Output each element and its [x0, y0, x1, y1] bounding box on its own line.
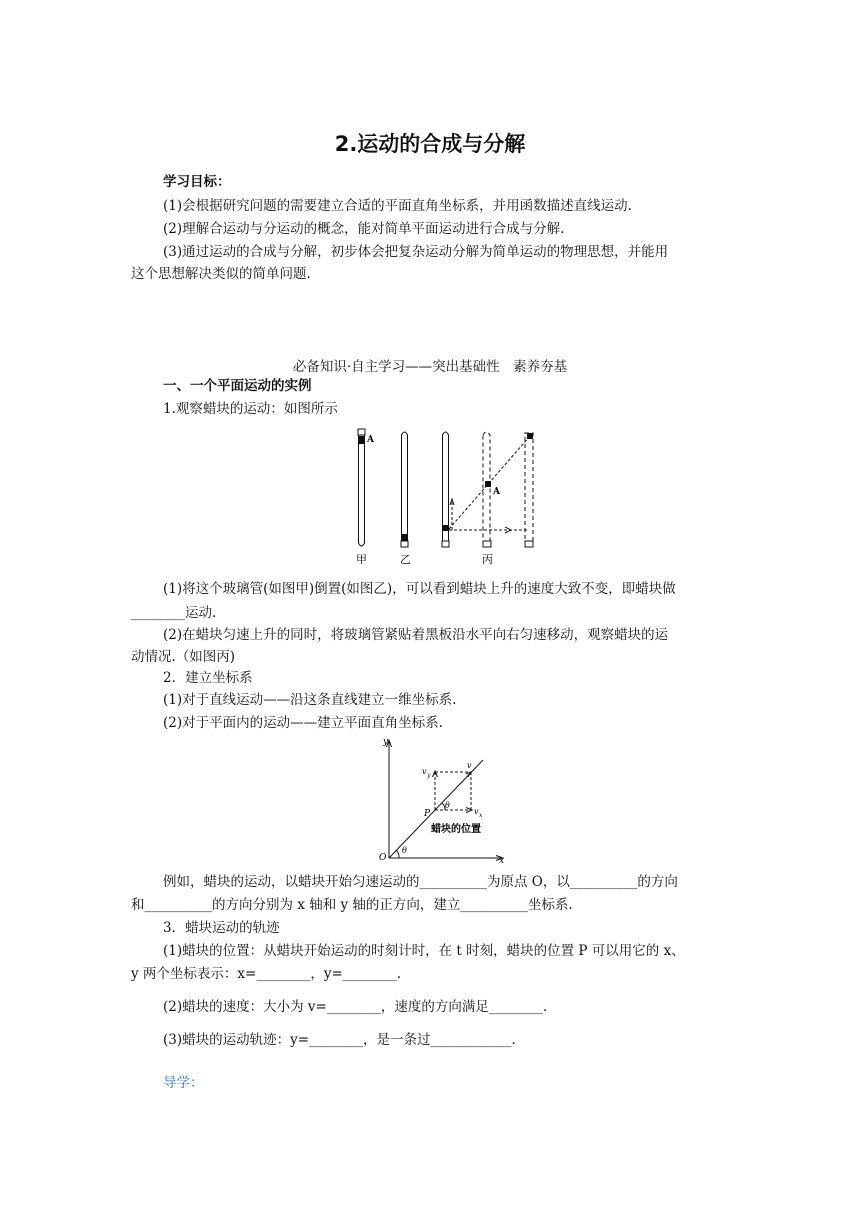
vx-label: v: [474, 807, 479, 816]
figure-caption: 蜡块的位置: [431, 824, 481, 835]
x-label: x: [499, 856, 505, 866]
coordinate-figure: [375, 736, 515, 866]
dashed-tube-right: [525, 433, 533, 541]
caption-jia: 甲: [356, 553, 367, 566]
wax-block-jia: [359, 436, 365, 444]
tube-figure: [345, 425, 545, 570]
item3-c: (3)蜡块的运动轨迹：y=________，是一条过____________.: [163, 1032, 516, 1048]
example-line1: 例如，蜡块的运动，以蜡块开始匀速运动的__________为原点 O，以__________的方向: [163, 874, 678, 890]
para1-line1: (1)将这个玻璃管(如图甲)倒置(如图乙)，可以看到蜡块上升的速度大致不变，即蜡块做: [163, 581, 676, 597]
item2-b: (2)对于平面内的运动——建立平面直角坐标系.: [163, 715, 443, 731]
vy-label: v: [422, 767, 427, 776]
theta-label-1: θ: [402, 846, 407, 855]
p-label: P: [424, 809, 431, 819]
item2-a: (1)对于直线运动——沿这条直线建立一维坐标系.: [163, 692, 457, 708]
objectives-heading: 学习目标：: [163, 174, 231, 190]
item3-a-line2: y 两个坐标表示：x=________，y=________.: [131, 966, 402, 982]
dashed-tube-mid-base: [483, 541, 491, 547]
page-title: 2.运动的合成与分解: [334, 132, 526, 156]
caption-yi: 乙: [400, 553, 411, 566]
objective-3-cont: 这个思想解决类似的简单问题.: [131, 266, 311, 282]
dashed-tube-right-base: [525, 541, 533, 547]
part1-heading: 一、一个平面运动的实例: [163, 378, 312, 394]
objective-1: (1)会根据研究问题的需要建立合适的平面直角坐标系，并用函数描述直线运动.: [163, 198, 632, 214]
item3-a-line1: (1)蜡块的位置：从蜡块开始运动的时刻计时，在 t 时刻，蜡块的位置 P 可以用它的 x、: [163, 943, 685, 959]
item3-text: 3．蜡块运动的轨迹: [163, 920, 280, 936]
para2-line1: (2)在蜡块匀速上升的同时，将玻璃管紧贴着黑板沿水平向右匀速移动，观察蜡块的运: [163, 627, 669, 643]
label-a1: A: [367, 435, 374, 445]
item3-b: (2)蜡块的速度：大小为 v=________，速度的方向满足________.: [163, 999, 548, 1015]
para2-line2: 动情况.（如图丙): [131, 649, 236, 665]
v-label: v: [467, 761, 472, 770]
guide-label: 导学：: [163, 1075, 204, 1091]
tube-yi: [401, 432, 408, 547]
section-header: 必备知识·自主学习——突出基础性 素养夯基: [292, 359, 568, 375]
tube-jia: [358, 429, 365, 546]
objective-2: (2)理解合运动与分运动的概念，能对简单平面运动进行合成与分解.: [163, 221, 565, 237]
wax-block-bing-start: [443, 525, 449, 531]
item1-text: 1.观察蜡块的运动：如图所示: [163, 401, 338, 417]
objective-3: (3)通过运动的合成与分解，初步体会把复杂运动分解为简单运动的物理思想，并能用: [163, 244, 669, 260]
y-label: y: [383, 737, 389, 747]
svg-text:x: x: [479, 812, 483, 819]
caption-bing: 丙: [482, 553, 493, 566]
example-line2: 和__________的方向分别为 x 轴和 y 轴的正方向，建立__________坐标系.: [131, 897, 573, 913]
label-a2: A: [493, 487, 500, 497]
origin-label: O: [379, 853, 387, 863]
wax-block-yi: [402, 534, 408, 541]
svg-text:y: y: [427, 772, 431, 779]
item2-text: 2．建立坐标系: [163, 670, 253, 686]
para1-line2: ________运动.: [131, 605, 217, 621]
theta-label-2: θ: [445, 801, 450, 810]
